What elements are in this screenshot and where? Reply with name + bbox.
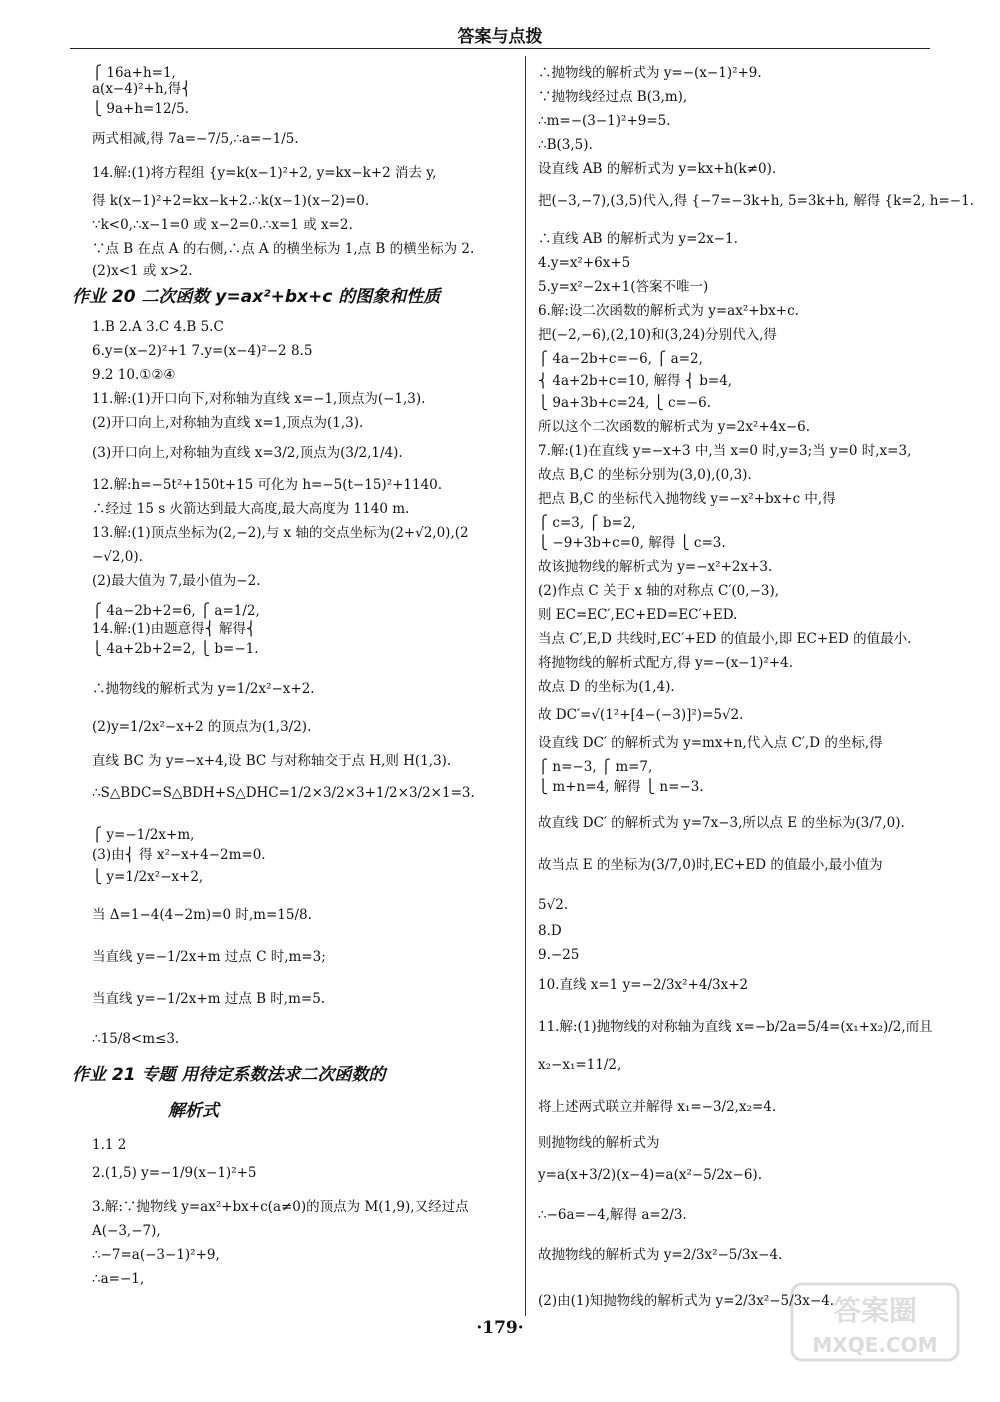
text-line: 10.直线 x=1 y=−2/3x²+4/3x+2 bbox=[538, 977, 749, 993]
page-header: 答案与点拨 bbox=[457, 27, 543, 47]
text-line: ∵抛物线经过点 B(3,m), bbox=[538, 89, 688, 105]
text-line: ∴抛物线的解析式为 y=1/2x²−x+2. bbox=[92, 681, 315, 697]
text-line: ⎧ y=−1/2x+m, bbox=[92, 827, 195, 843]
text-line: (2)y=1/2x²−x+2 的顶点为(1,3/2). bbox=[92, 719, 312, 735]
text-line: 作业 21 专题 用待定系数法求二次函数的 bbox=[72, 1065, 386, 1085]
watermark-line1: 答案圈 bbox=[832, 1294, 918, 1327]
text-line: ⎧ 4a−2b+2=6, ⎧ a=1/2, bbox=[92, 603, 260, 619]
text-line: ∴抛物线的解析式为 y=−(x−1)²+9. bbox=[538, 65, 762, 81]
text-line: 11.解:(1)开口向下,对称轴为直线 x=−1,顶点为(−1,3). bbox=[92, 391, 426, 407]
text-line: ∴m=−(3−1)²+9=5. bbox=[538, 113, 671, 129]
text-line: 两式相减,得 7a=−7/5,∴a=−1/5. bbox=[92, 131, 299, 147]
text-line: 9.−25 bbox=[538, 947, 580, 963]
text-line: 13.解:(1)顶点坐标为(2,−2),与 x 轴的交点坐标为(2+√2,0),(2 bbox=[92, 525, 469, 541]
text-line: 6.y=(x−2)²+1 7.y=(x−4)²−2 8.5 bbox=[92, 343, 313, 359]
text-line: 11.解:(1)抛物线的对称轴为直线 x=−b/2a=5/4=(x₁+x₂)/2,而且 bbox=[538, 1019, 933, 1035]
text-line: ⎩ 9a+3b+c=24, ⎩ c=−6. bbox=[538, 395, 712, 411]
text-line: ∴−7=a(−3−1)²+9, bbox=[92, 1247, 220, 1263]
text-line: 8.D bbox=[538, 923, 562, 939]
watermark-logo bbox=[790, 1282, 960, 1362]
text-line: 14.解:(1)将方程组 {y=k(x−1)²+2, y=kx−k+2 消去 y, bbox=[92, 165, 437, 181]
text-line: 4.y=x²+6x+5 bbox=[538, 255, 631, 271]
text-line: ∴经过 15 s 火箭达到最大高度,最大高度为 1140 m. bbox=[92, 501, 410, 517]
text-line: ∴S△BDC=S△BDH+S△DHC=1/2×3/2×3+1/2×3/2×1=3. bbox=[92, 785, 475, 801]
text-line: ⎩ m+n=4, 解得 ⎩ n=−3. bbox=[538, 779, 704, 795]
text-line: ∴B(3,5). bbox=[538, 137, 593, 153]
text-line: 故点 D 的坐标为(1,4). bbox=[538, 679, 675, 695]
text-line: 2.(1,5) y=−1/9(x−1)²+5 bbox=[92, 1165, 257, 1181]
column-divider bbox=[525, 56, 526, 1316]
text-line: 作业 20 二次函数 y=ax²+bx+c 的图象和性质 bbox=[72, 287, 441, 307]
text-line: 得 k(x−1)²+2=kx−k+2.∴k(x−1)(x−2)=0. bbox=[92, 193, 370, 209]
text-line: 故当点 E 的坐标为(3/7,0)时,EC+ED 的值最小,最小值为 bbox=[538, 857, 883, 873]
header-rule bbox=[70, 48, 930, 49]
text-line: 1.B 2.A 3.C 4.B 5.C bbox=[92, 319, 224, 335]
text-line: 5√2. bbox=[538, 897, 569, 913]
text-line: ⎩ 9a+h=12/5. bbox=[92, 101, 189, 117]
text-line: 故 DC′=√(1²+[4−(−3)]²)=5√2. bbox=[538, 707, 744, 723]
text-line: (2)作点 C 关于 x 轴的对称点 C′(0,−3), bbox=[538, 583, 780, 599]
text-line: 12.解:h=−5t²+150t+15 可化为 h=−5(t−15)²+1140. bbox=[92, 477, 443, 493]
text-line: ∴−6a=−4,解得 a=2/3. bbox=[538, 1207, 687, 1223]
text-line: y=a(x+3/2)(x−4)=a(x²−5/2x−6). bbox=[538, 1167, 762, 1183]
text-line: 1.1 2 bbox=[92, 1137, 127, 1153]
text-line: ∵k<0,∴x−1=0 或 x−2=0.∴x=1 或 x=2. bbox=[92, 217, 353, 233]
text-line: 设直线 DC′ 的解析式为 y=mx+n,代入点 C′,D 的坐标,得 bbox=[538, 735, 883, 751]
text-line: 6.解:设二次函数的解析式为 y=ax²+bx+c. bbox=[538, 303, 799, 319]
text-line: 则抛物线的解析式为 bbox=[538, 1135, 660, 1151]
text-line: −√2,0). bbox=[92, 549, 143, 565]
text-line: 解析式 bbox=[168, 1101, 219, 1121]
text-line: 则 EC=EC′,EC+ED=EC′+ED. bbox=[538, 607, 738, 623]
text-line: ∴a=−1, bbox=[92, 1271, 145, 1287]
text-line: ∴直线 AB 的解析式为 y=2x−1. bbox=[538, 231, 738, 247]
text-line: 3.解:∵抛物线 y=ax²+bx+c(a≠0)的顶点为 M(1,9),又经过点 bbox=[92, 1199, 469, 1215]
text-line: 故直线 DC′ 的解析式为 y=7x−3,所以点 E 的坐标为(3/7,0). bbox=[538, 815, 905, 831]
text-line: 把(−2,−6),(2,10)和(3,24)分别代入,得 bbox=[538, 327, 777, 343]
text-line: (2)x<1 或 x>2. bbox=[92, 263, 193, 279]
text-line: 将抛物线的解析式配方,得 y=−(x−1)²+4. bbox=[538, 655, 793, 671]
page-number: ·179· bbox=[476, 1318, 524, 1338]
text-line: ⎩ 4a+2b+2=2, ⎩ b=−1. bbox=[92, 641, 259, 657]
text-line: 当直线 y=−1/2x+m 过点 B 时,m=5. bbox=[92, 991, 326, 1007]
text-line: 当直线 y=−1/2x+m 过点 C 时,m=3; bbox=[92, 949, 326, 965]
text-line: (3)开口向上,对称轴为直线 x=3/2,顶点为(3/2,1/4). bbox=[92, 445, 403, 461]
text-line: ⎧ 4a−2b+c=−6, ⎧ a=2, bbox=[538, 351, 703, 367]
text-line: A(−3,−7), bbox=[92, 1223, 161, 1239]
watermark-line2: MXQE.COM bbox=[812, 1333, 938, 1357]
text-line: 故抛物线的解析式为 y=2/3x²−5/3x−4. bbox=[538, 1247, 783, 1263]
text-line: a(x−4)²+h,得⎨ bbox=[92, 81, 192, 97]
text-line: 直线 BC 为 y=−x+4,设 BC 与对称轴交于点 H,则 H(1,3). bbox=[92, 753, 452, 769]
text-line: 把(−3,−7),(3,5)代入,得 {−7=−3k+h, 5=3k+h, 解得 {k=2, h=−1. bbox=[538, 193, 974, 209]
text-line: ⎧ 16a+h=1, bbox=[92, 65, 176, 81]
text-line: 故该抛物线的解析式为 y=−x²+2x+3. bbox=[538, 559, 773, 575]
text-line: 7.解:(1)在直线 y=−x+3 中,当 x=0 时,y=3;当 y=0 时,x=3, bbox=[538, 443, 912, 459]
text-line: 5.y=x²−2x+1(答案不唯一) bbox=[538, 279, 709, 295]
text-line: (3)由⎨ 得 x²−x+4−2m=0. bbox=[92, 847, 266, 863]
text-line: (2)开口向上,对称轴为直线 x=1,顶点为(1,3). bbox=[92, 415, 364, 431]
text-line: (2)最大值为 7,最小值为−2. bbox=[92, 573, 261, 589]
text-line: 当点 C′,E,D 共线时,EC′+ED 的值最小,即 EC+ED 的值最小. bbox=[538, 631, 912, 647]
text-line: 9.2 10.①②④ bbox=[92, 367, 176, 383]
text-line: ⎧ c=3, ⎧ b=2, bbox=[538, 515, 636, 531]
text-line: ∴15/8<m≤3. bbox=[92, 1031, 180, 1047]
text-line: ⎩ −9+3b+c=0, 解得 ⎩ c=3. bbox=[538, 535, 726, 551]
text-line: 把点 B,C 的坐标代入抛物线 y=−x²+bx+c 中,得 bbox=[538, 491, 836, 507]
text-line: ⎧ n=−3, ⎧ m=7, bbox=[538, 759, 653, 775]
text-line: ⎩ y=1/2x²−x+2, bbox=[92, 869, 204, 885]
text-line: 故点 B,C 的坐标分别为(3,0),(0,3). bbox=[538, 467, 752, 483]
text-line: 将上述两式联立并解得 x₁=−3/2,x₂=4. bbox=[538, 1099, 777, 1115]
text-line: 所以这个二次函数的解析式为 y=2x²+4x−6. bbox=[538, 419, 811, 435]
text-line: (2)由(1)知抛物线的解析式为 y=2/3x²−5/3x−4. bbox=[538, 1293, 835, 1309]
text-line: ∵点 B 在点 A 的右侧,∴点 A 的横坐标为 1,点 B 的横坐标为 2. bbox=[92, 241, 475, 257]
text-line: ⎨ 4a+2b+c=10, 解得 ⎨ b=4, bbox=[538, 373, 733, 389]
text-line: 设直线 AB 的解析式为 y=kx+h(k≠0). bbox=[538, 161, 777, 177]
text-line: 14.解:(1)由题意得⎨ 解得⎨ bbox=[92, 621, 257, 637]
text-line: 当 Δ=1−4(4−2m)=0 时,m=15/8. bbox=[92, 907, 312, 923]
text-line: x₂−x₁=11/2, bbox=[538, 1057, 622, 1073]
